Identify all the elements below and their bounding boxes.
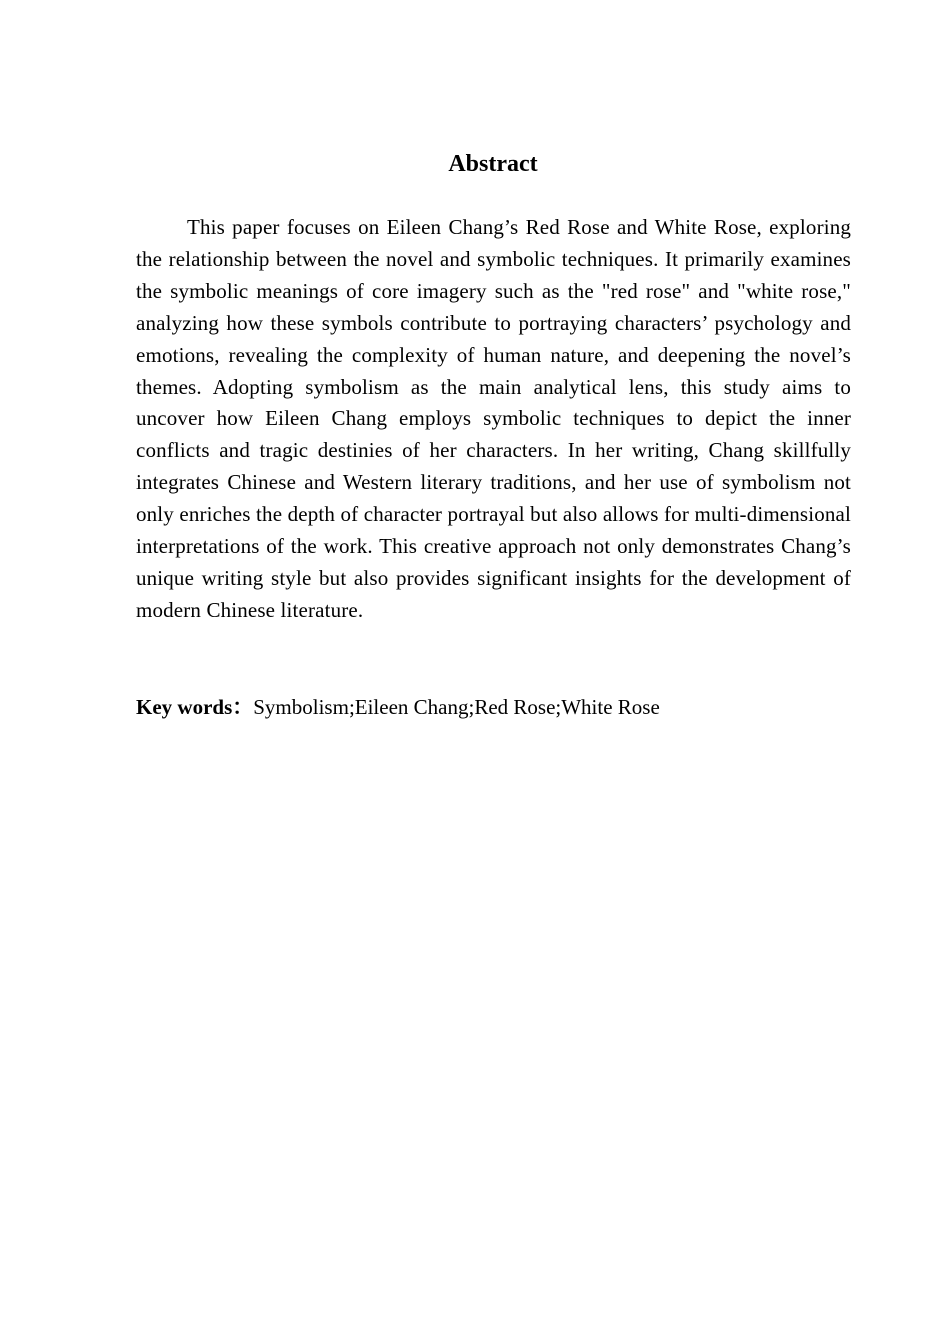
keywords-label: Key words： — [136, 695, 254, 719]
keywords-value: Symbolism;Eileen Chang;Red Rose;White Rose — [253, 695, 660, 719]
abstract-title: Abstract — [448, 151, 538, 177]
abstract-body: This paper focuses on Eileen Chang’s Red Rose and White Rose, exploring the relationship between the novel and symbolic techniques. It primarily examines the symbolic meanings of core imagery such as the "red rose" and "white rose," analyzing how these symbols contribute to portraying characters’ psychology and emotions, revealing the complexity of human nature, and deepening the novel’s themes. Adopting symbolism as the main analytical lens, this study aims to uncover how Eileen Chang employs symbolic techniques to depict the inner conflicts and tragic destinies of her characters. In her writing, Chang skillfully integrates Chinese and Western literary traditions, and her use of symbolism not only enriches the depth of character portrayal but also allows for multi-dimensional interpretations of the work. This creative approach not only demonstrates Chang’s unique writing style but also provides significant insights for the development of modern Chinese literature. — [136, 215, 851, 622]
keywords-line — [136, 692, 851, 724]
